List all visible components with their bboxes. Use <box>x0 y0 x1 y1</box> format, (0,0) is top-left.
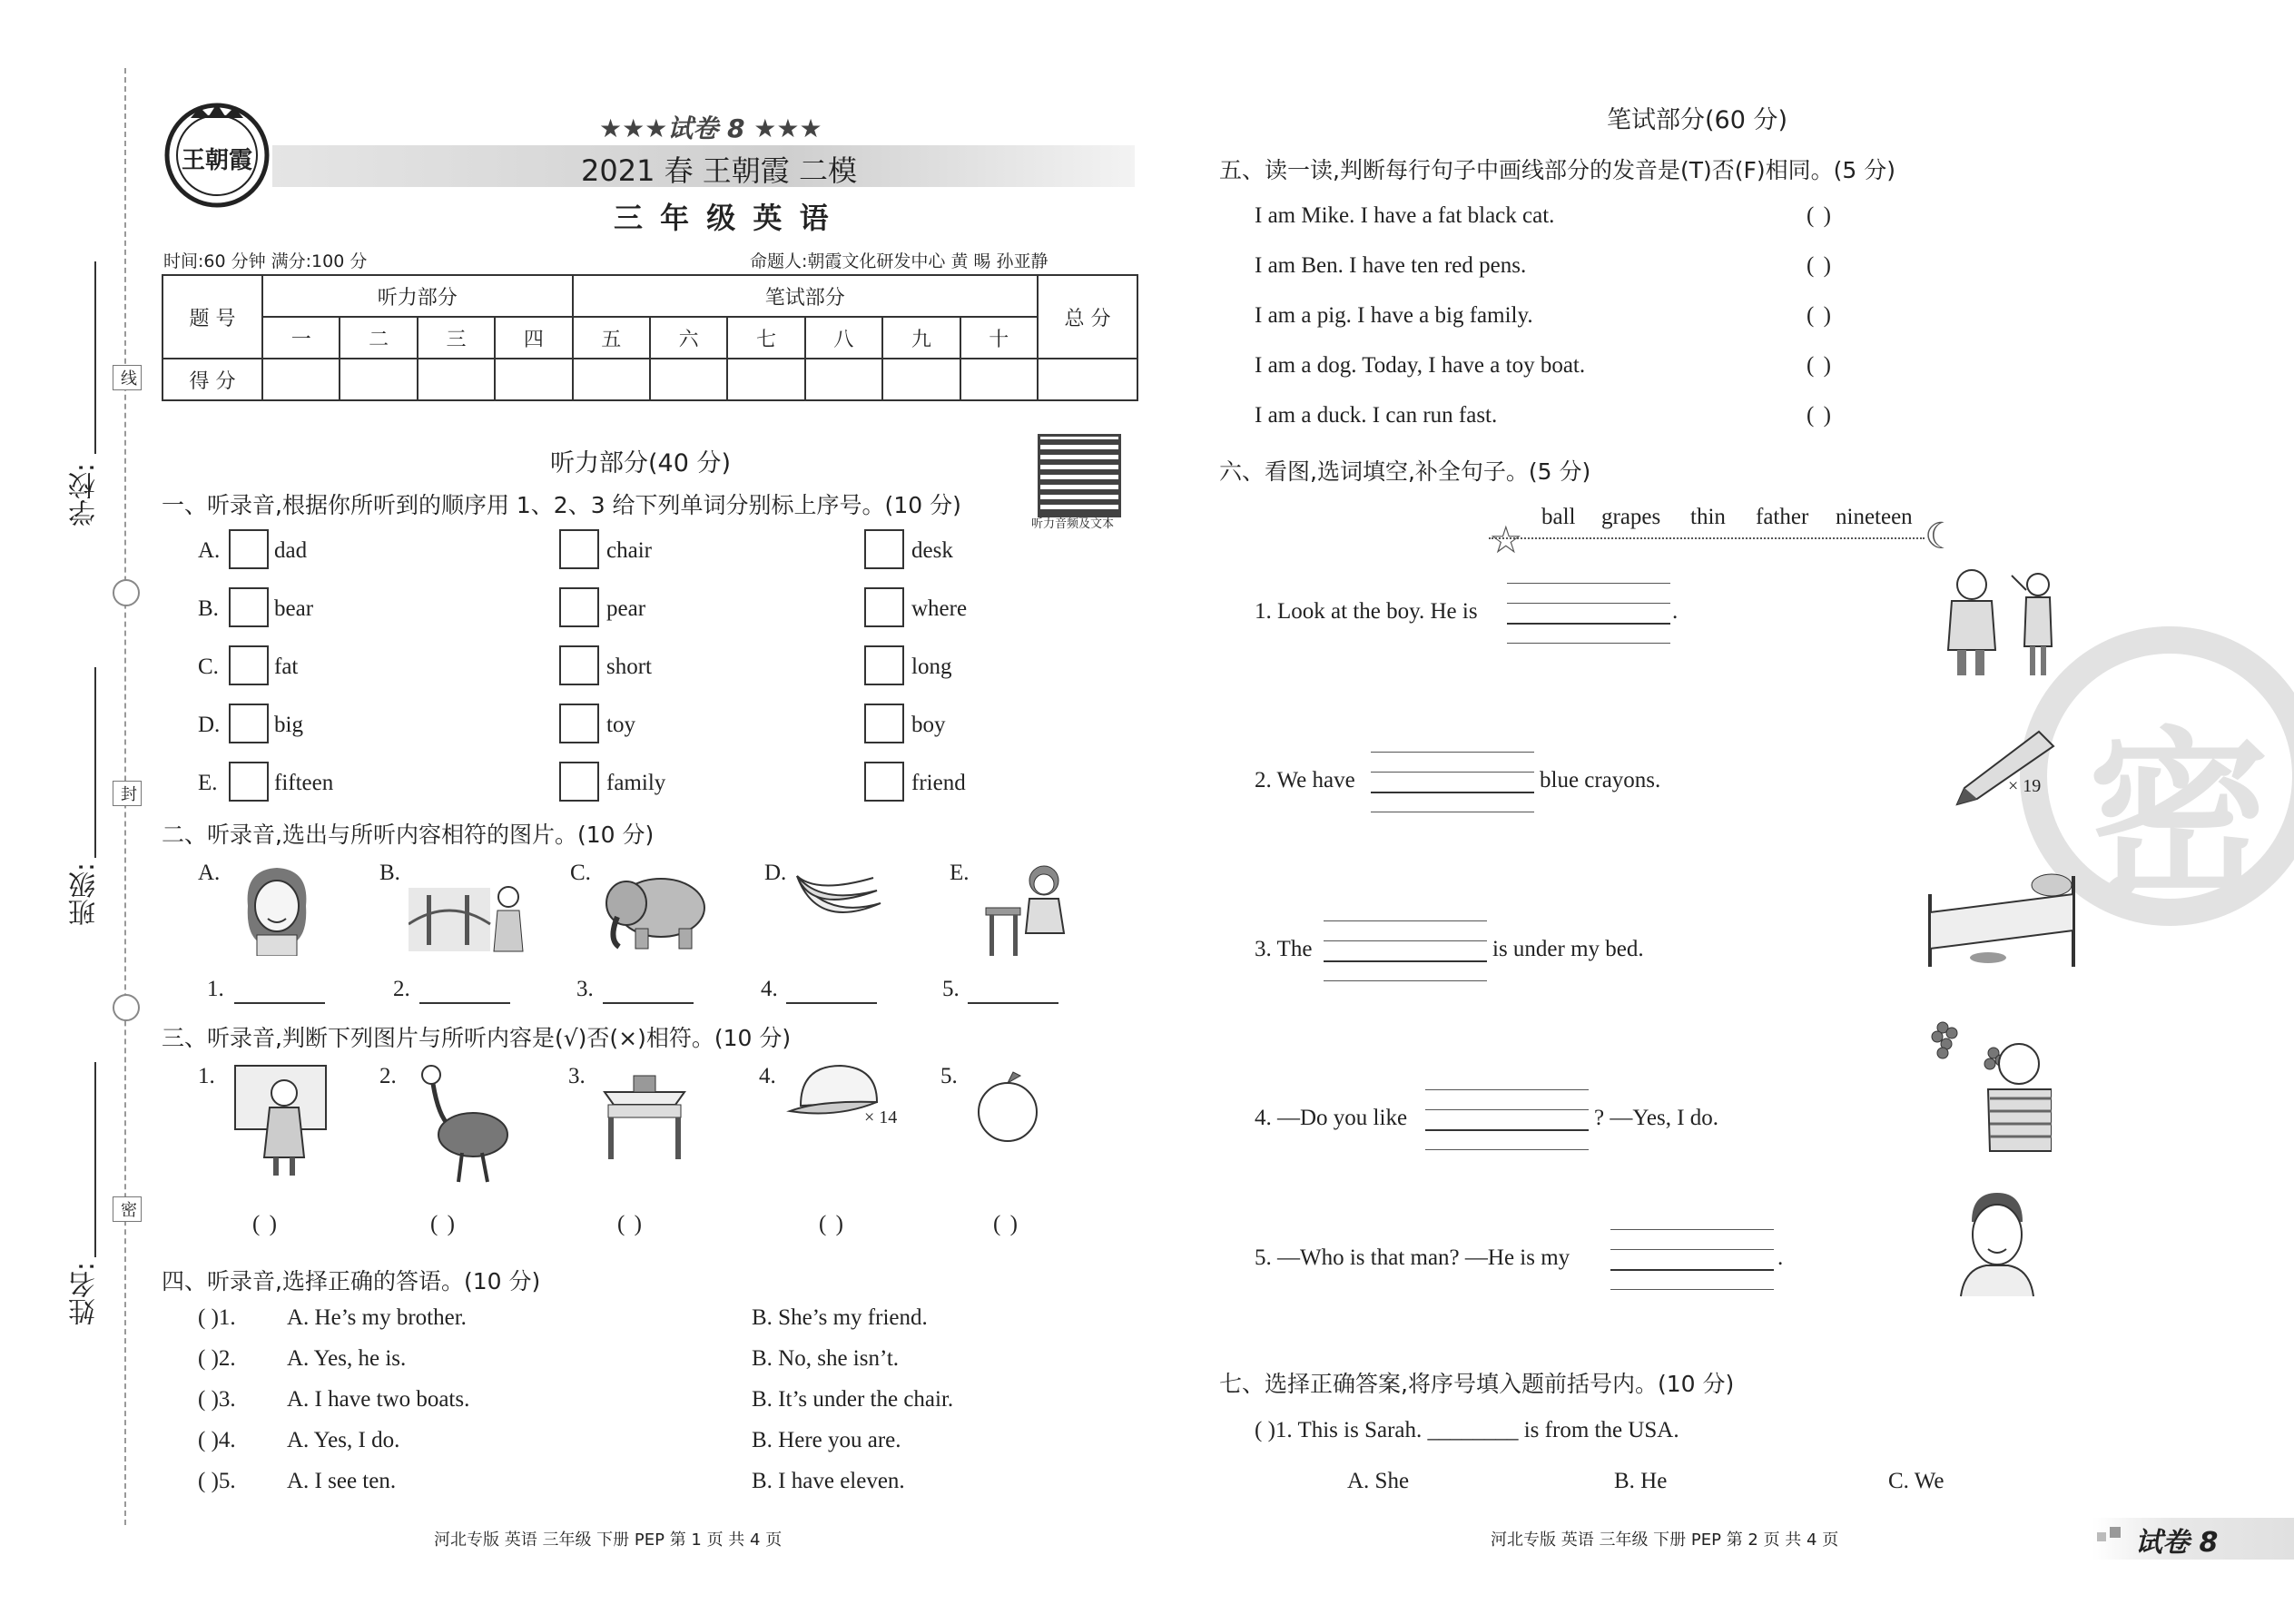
guide-line <box>1610 1229 1774 1230</box>
sentence-end: . <box>1672 599 1679 624</box>
score-table <box>162 274 1138 401</box>
qr-code-icon[interactable] <box>1038 434 1121 517</box>
blank-number: 2. <box>393 977 410 1001</box>
class-label: 班级: <box>69 862 101 927</box>
option-a: A. I have two boats. <box>287 1387 470 1412</box>
pic-label: E. <box>950 861 970 885</box>
item-number: 4. <box>759 1064 776 1088</box>
order-box[interactable] <box>229 587 269 627</box>
guide-line <box>1371 752 1534 753</box>
item-number[interactable]: ( )4. <box>198 1428 236 1452</box>
q1-title: 一、听录音,根据你所听到的顺序用 1、2、3 给下列单词分别标上序号。(10 分) <box>162 492 961 518</box>
answer-paren[interactable]: ( ) <box>1807 253 1833 278</box>
option-a: A. He’s my brother. <box>287 1305 467 1330</box>
th-num: 二 <box>340 317 417 359</box>
order-box[interactable] <box>229 704 269 743</box>
word: pear <box>606 596 646 621</box>
logo-text: 王朝霞 <box>181 147 252 174</box>
exam-number: ★★★试卷 8 ★★★ <box>599 113 822 143</box>
answer-paren[interactable]: ( ) <box>1807 353 1833 378</box>
bananas-picture <box>790 867 890 940</box>
name-label: 姓名: <box>69 1262 101 1326</box>
row-label: C. <box>198 655 219 679</box>
listening-title: 听力部分(40 分) <box>550 449 732 477</box>
binding-hole <box>113 579 140 606</box>
order-box[interactable] <box>559 529 599 569</box>
item-number[interactable]: ( )2. <box>198 1346 236 1371</box>
item-number: 1. <box>198 1064 215 1088</box>
answer-blank[interactable] <box>1324 960 1487 962</box>
sentence-end: ? —Yes, I do. <box>1594 1106 1719 1130</box>
class-input-line[interactable] <box>94 667 96 858</box>
q4-item <box>198 1346 1151 1387</box>
two-boys-picture <box>1943 563 2070 681</box>
star-icon: ☆ <box>1489 517 1523 562</box>
q5-item <box>1255 303 1890 353</box>
exam-title: 2021 春 王朝霞 二模 <box>581 153 857 188</box>
answer-blank[interactable] <box>1425 1129 1589 1131</box>
sentence-end: is under my bed. <box>1492 937 1644 961</box>
blank-number: 3. <box>576 977 594 1001</box>
row-label: E. <box>198 771 218 795</box>
elephant-picture <box>597 867 715 953</box>
word-bank-item: father <box>1756 505 1809 529</box>
word: desk <box>911 538 953 563</box>
order-box[interactable] <box>864 762 904 802</box>
answer-blank[interactable] <box>1507 623 1670 625</box>
order-box[interactable] <box>864 645 904 685</box>
desk-phone-picture <box>599 1067 690 1162</box>
guide-line <box>1610 1289 1774 1290</box>
teacher-picture <box>231 1062 331 1180</box>
written-title: 笔试部分(60 分) <box>1607 106 1788 134</box>
order-box[interactable] <box>559 762 599 802</box>
q5-item <box>1255 253 1890 303</box>
word: where <box>911 596 968 621</box>
q5-list <box>1255 203 1890 453</box>
answer-paren[interactable]: ( ) <box>1807 403 1833 428</box>
q2-title: 二、听录音,选出与所听内容相符的图片。(10 分) <box>162 822 655 848</box>
crayon-count: × 19 <box>2008 776 2042 796</box>
crayon-picture <box>1952 726 2061 808</box>
school-label: 学校: <box>69 463 101 527</box>
answer-paren[interactable]: ( ) <box>1807 203 1833 228</box>
score-cell[interactable] <box>1038 359 1137 400</box>
guide-line <box>1610 1249 1774 1250</box>
item-number: 5. <box>940 1064 958 1088</box>
sentence-start: 1. Look at the boy. He is <box>1255 599 1478 624</box>
sentence: I am a duck. I can run fast. <box>1255 403 1498 428</box>
pic-label: A. <box>198 861 221 885</box>
badge-square-icon <box>2110 1527 2121 1538</box>
sentence-start: 4. —Do you like <box>1255 1106 1408 1130</box>
answer-paren[interactable]: ( ) <box>252 1212 279 1236</box>
th-num: 八 <box>805 317 882 359</box>
word: big <box>274 713 303 737</box>
girl-picture <box>231 861 322 956</box>
ostrich-picture <box>413 1062 513 1185</box>
page1-footer: 河北专版 英语 三年级 下册 PEP 第 1 页 共 4 页 <box>434 1530 783 1550</box>
guide-line <box>1324 940 1487 941</box>
option-b: B. Here you are. <box>752 1428 901 1452</box>
seal-char: 密 <box>2088 712 2270 923</box>
sentence-start: 2. We have <box>1255 768 1355 792</box>
row-label: B. <box>198 596 219 621</box>
guide-line <box>1324 980 1487 981</box>
exam-subject: 三 年 级 英 语 <box>614 201 832 235</box>
q3-title: 三、听录音,判断下列图片与所听内容是(√)否(×)相符。(10 分) <box>162 1025 792 1051</box>
row-label: D. <box>198 713 221 737</box>
sentence: I am a pig. I have a big family. <box>1255 303 1533 328</box>
score-cell[interactable] <box>495 359 572 400</box>
word-bank-item: grapes <box>1601 505 1661 529</box>
order-box[interactable] <box>864 529 904 569</box>
order-box[interactable] <box>229 645 269 685</box>
tag-xian: 线 <box>113 365 142 390</box>
word: short <box>606 655 652 679</box>
orange-picture <box>971 1067 1044 1144</box>
order-box[interactable] <box>864 587 904 627</box>
guide-line <box>1425 1089 1589 1090</box>
order-box[interactable] <box>559 704 599 743</box>
option-a: A. Yes, he is. <box>287 1346 407 1371</box>
moon-icon: ☾ <box>1925 516 1957 557</box>
answer-blank[interactable] <box>603 1002 694 1004</box>
word: fifteen <box>274 771 334 795</box>
word: long <box>911 655 952 679</box>
answer-blank[interactable] <box>968 1002 1058 1004</box>
score-cell[interactable] <box>882 359 960 400</box>
word: family <box>606 771 666 795</box>
word-bank-line <box>1489 537 1925 539</box>
option-b: B. He <box>1614 1469 1668 1493</box>
score-cell[interactable] <box>262 359 340 400</box>
q7-title: 七、选择正确答案,将序号填入题前括号内。(10 分) <box>1219 1371 1735 1397</box>
q6-title: 六、看图,选词填空,补全句子。(5 分) <box>1219 458 1591 485</box>
logo-badge <box>163 102 271 209</box>
row-defen: 得 分 <box>162 359 262 400</box>
item-number[interactable]: ( )3. <box>198 1387 236 1412</box>
order-box[interactable] <box>229 762 269 802</box>
th-total: 总 分 <box>1038 275 1137 359</box>
tag-mi: 密 <box>113 1196 142 1222</box>
item-number[interactable]: ( )1. <box>198 1305 236 1330</box>
word: chair <box>606 538 652 563</box>
score-cell[interactable] <box>573 359 650 400</box>
guide-line <box>1371 772 1534 773</box>
th-num: 九 <box>882 317 960 359</box>
q4-item <box>198 1305 1151 1346</box>
guide-line <box>1507 603 1670 604</box>
q5-item <box>1255 403 1890 453</box>
item-number: 2. <box>379 1064 397 1088</box>
q5-item <box>1255 203 1890 253</box>
score-cell[interactable] <box>340 359 417 400</box>
option-c: C. We <box>1888 1469 1944 1493</box>
binding-hole <box>113 994 140 1021</box>
guide-line <box>1324 920 1487 921</box>
word-bank-item: ball <box>1541 505 1576 529</box>
th-num: 三 <box>418 317 495 359</box>
score-cell[interactable] <box>960 359 1038 400</box>
grapes-boy-picture <box>1925 1017 2052 1153</box>
q6-items <box>1255 581 1963 1307</box>
q4-item <box>198 1428 1151 1469</box>
girl-chair-picture <box>980 861 1085 960</box>
badge-text: 试卷 8 <box>2135 1527 2219 1559</box>
score-cell[interactable] <box>727 359 804 400</box>
score-cell[interactable] <box>805 359 882 400</box>
word-bank-item: thin <box>1690 505 1726 529</box>
blank-number: 5. <box>942 977 960 1001</box>
pic-label: C. <box>570 861 591 885</box>
q5-title: 五、读一读,判断每行句子中画线部分的发音是(T)否(F)相同。(5 分) <box>1219 157 1895 183</box>
word: fat <box>274 655 299 679</box>
item-number: 3. <box>568 1064 586 1088</box>
q4-list <box>198 1305 1151 1510</box>
answer-paren[interactable]: ( ) <box>617 1212 644 1236</box>
answer-blank[interactable] <box>419 1002 510 1004</box>
bed-picture <box>1925 858 2079 971</box>
option-a: A. I see ten. <box>287 1469 397 1493</box>
th-writing: 笔试部分 <box>573 275 1038 317</box>
answer-paren[interactable]: ( ) <box>1807 303 1833 328</box>
guide-line <box>1425 1149 1589 1150</box>
q5-item <box>1255 353 1890 403</box>
word: bear <box>274 596 314 621</box>
sentence-start: 3. The <box>1255 937 1313 961</box>
guide-line <box>1507 643 1670 644</box>
authors: 命题人:朝霞文化研发中心 黄 晹 孙亚静 <box>750 251 1049 271</box>
option-a: A. She <box>1347 1469 1410 1493</box>
order-box[interactable] <box>864 704 904 743</box>
sentence: I am a dog. Today, I have a toy boat. <box>1255 353 1586 378</box>
order-box[interactable] <box>229 529 269 569</box>
option-b: B. It’s under the chair. <box>752 1387 954 1412</box>
answer-paren[interactable]: ( ) <box>430 1212 457 1236</box>
time-info: 时间:60 分钟 满分:100 分 <box>163 251 368 271</box>
sentence-start: 5. —Who is that man? —He is my <box>1255 1245 1570 1270</box>
answer-paren[interactable]: ( ) <box>993 1212 1019 1236</box>
q2-answer-row <box>198 977 1196 1008</box>
row-label: A. <box>198 538 221 563</box>
pic-label: B. <box>379 861 400 885</box>
sentence-end: . <box>1777 1245 1784 1270</box>
man-picture <box>1952 1189 2043 1298</box>
score-cell[interactable] <box>418 359 495 400</box>
bridge-girl-picture <box>409 870 527 960</box>
sentence: I am Mike. I have a fat black cat. <box>1255 203 1555 228</box>
th-num: 七 <box>727 317 804 359</box>
word: friend <box>911 771 966 795</box>
score-cell[interactable] <box>650 359 727 400</box>
page2-footer: 河北专版 英语 三年级 下册 PEP 第 2 页 共 4 页 <box>1491 1530 1839 1550</box>
th-num: 五 <box>573 317 650 359</box>
answer-paren[interactable]: ( ) <box>819 1212 845 1236</box>
blank-number: 4. <box>761 977 778 1001</box>
word: dad <box>274 538 308 563</box>
answer-blank[interactable] <box>1610 1269 1774 1271</box>
word: toy <box>606 713 635 737</box>
guide-line <box>1425 1109 1589 1110</box>
word-bank-item: nineteen <box>1836 505 1913 529</box>
guide-line <box>1507 583 1670 584</box>
cap-count: × 14 <box>864 1107 898 1127</box>
q4-item <box>198 1469 1151 1510</box>
badge-square-icon <box>2097 1532 2106 1541</box>
option-b: B. No, she isn’t. <box>752 1346 900 1371</box>
name-input-line[interactable] <box>94 1062 96 1257</box>
q4-item <box>198 1387 1151 1428</box>
th-num: 四 <box>495 317 572 359</box>
word: boy <box>911 713 946 737</box>
q4-title: 四、听录音,选择正确的答语。(10 分) <box>162 1268 541 1294</box>
tag-feng: 封 <box>113 781 142 806</box>
answer-blank[interactable] <box>1371 792 1534 793</box>
option-b: B. She’s my friend. <box>752 1305 928 1330</box>
answer-blank[interactable] <box>234 1002 325 1004</box>
q7-item1[interactable]: ( )1. This is Sarah. ________ is from the USA. <box>1255 1418 1679 1442</box>
item-number[interactable]: ( )5. <box>198 1469 236 1493</box>
sentence-end: blue crayons. <box>1540 768 1661 792</box>
th-num: 十 <box>960 317 1038 359</box>
order-box[interactable] <box>559 645 599 685</box>
blank-number: 1. <box>207 977 224 1001</box>
th-num: 六 <box>650 317 727 359</box>
th-num: 一 <box>262 317 340 359</box>
order-box[interactable] <box>559 587 599 627</box>
option-b: B. I have eleven. <box>752 1469 905 1493</box>
option-a: A. Yes, I do. <box>287 1428 400 1452</box>
qr-caption: 听力音频及文本 <box>1031 517 1115 531</box>
answer-blank[interactable] <box>786 1002 877 1004</box>
th-listening: 听力部分 <box>262 275 573 317</box>
sentence: I am Ben. I have ten red pens. <box>1255 253 1527 278</box>
school-input-line[interactable] <box>94 261 96 454</box>
pic-label: D. <box>764 861 787 885</box>
th-tihao: 题 号 <box>162 275 262 359</box>
